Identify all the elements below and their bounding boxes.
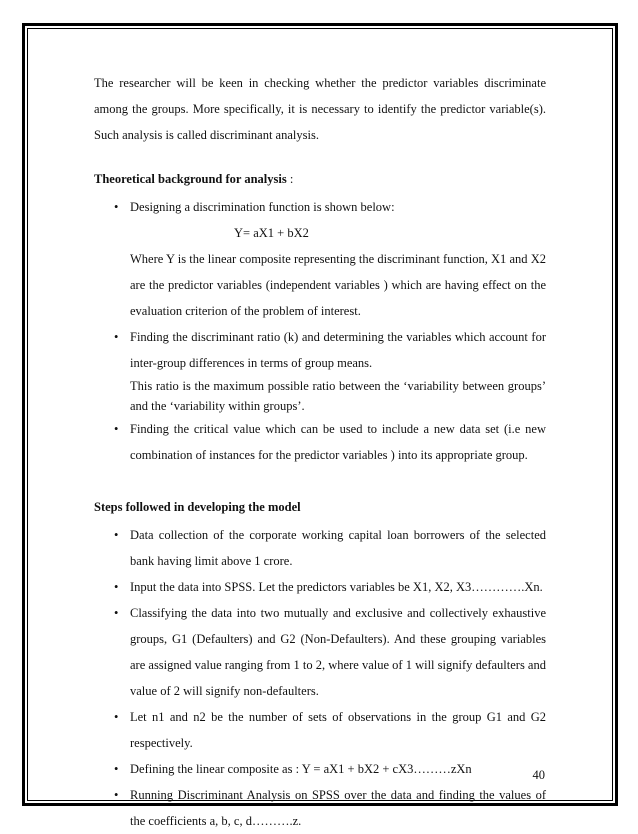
bullet-icon: •: [114, 606, 119, 620]
intro-paragraph: The researcher will be keen in checking whether the predictor variables discriminate among the groups. More specifically, it is necessary to identify the predictor variable(s). Such analysis is called discriminant analysis.: [94, 76, 546, 142]
step-text: Input the data into SPSS. Let the predictors variables be X1, X2, X3………….Xn.: [130, 580, 543, 594]
list-item: [94, 782, 546, 834]
page-content: [94, 70, 546, 834]
steps-heading: Steps followed in developing the model: [94, 500, 301, 514]
theory-item-extra: This ratio is the maximum possible ratio between the ‘variability between groups’ and the ‘variability within groups’.: [130, 379, 546, 413]
theory-heading-suffix: :: [286, 172, 294, 186]
list-item: [94, 704, 546, 756]
list-item: [94, 574, 546, 600]
bullet-icon: •: [114, 330, 119, 344]
bullet-icon: •: [114, 422, 119, 436]
bullet-icon: •: [114, 528, 119, 542]
list-item: [94, 522, 546, 574]
bullet-icon: •: [114, 200, 119, 214]
theory-heading: Theoretical background for analysis: [94, 172, 287, 186]
list-item: [94, 756, 546, 782]
steps-heading-line: [94, 494, 546, 520]
theory-item-text: Designing a discrimination function is shown below:: [130, 200, 395, 214]
section-gap: [94, 468, 546, 488]
bullet-icon: •: [114, 788, 119, 802]
list-item: [94, 194, 546, 324]
step-text: Let n1 and n2 be the number of sets of observations in the group G1 and G2 respectively.: [130, 710, 546, 750]
formula: Y= aX1 + bX2: [234, 226, 309, 240]
theory-item-extra: Where Y is the linear composite representing the discriminant function, X1 and X2 are the predictor variables (independent variables ) which are having effect on the evaluation criterion of the problem of interest.: [130, 252, 546, 318]
step-text: Running Discriminant Analysis on SPSS over the data and finding the values of the coefficients a, b, c, d……….z.: [130, 788, 546, 828]
theory-item-text: Finding the discriminant ratio (k) and determining the variables which account for inter-group differences in terms of group means.: [130, 330, 546, 370]
theory-list: [94, 194, 546, 468]
list-item: [94, 600, 546, 704]
theory-heading-line: [94, 166, 546, 192]
bullet-icon: •: [114, 762, 119, 776]
page-number: 40: [532, 768, 545, 782]
list-item: [94, 416, 546, 468]
bullet-icon: •: [114, 580, 119, 594]
list-item: [94, 324, 546, 416]
steps-list: [94, 522, 546, 834]
step-text: Data collection of the corporate working capital loan borrowers of the selected bank having limit above 1 crore.: [130, 528, 546, 568]
theory-item-text: Finding the critical value which can be used to include a new data set (i.e new combination of instances for the predictor variables ) into its appropriate group.: [130, 422, 546, 462]
step-text: Defining the linear composite as : Y = aX1 + bX2 + cX3………zXn: [130, 762, 472, 776]
bullet-icon: •: [114, 710, 119, 724]
step-text: Classifying the data into two mutually and exclusive and collectively exhaustive groups, G1 (Defaulters) and G2 (Non-Defaulters). And these grouping variables are assigned value ranging from 1 to 2, where value of 1 will signify defaulters and value of 2 will signify non-defaulters.: [130, 606, 546, 698]
